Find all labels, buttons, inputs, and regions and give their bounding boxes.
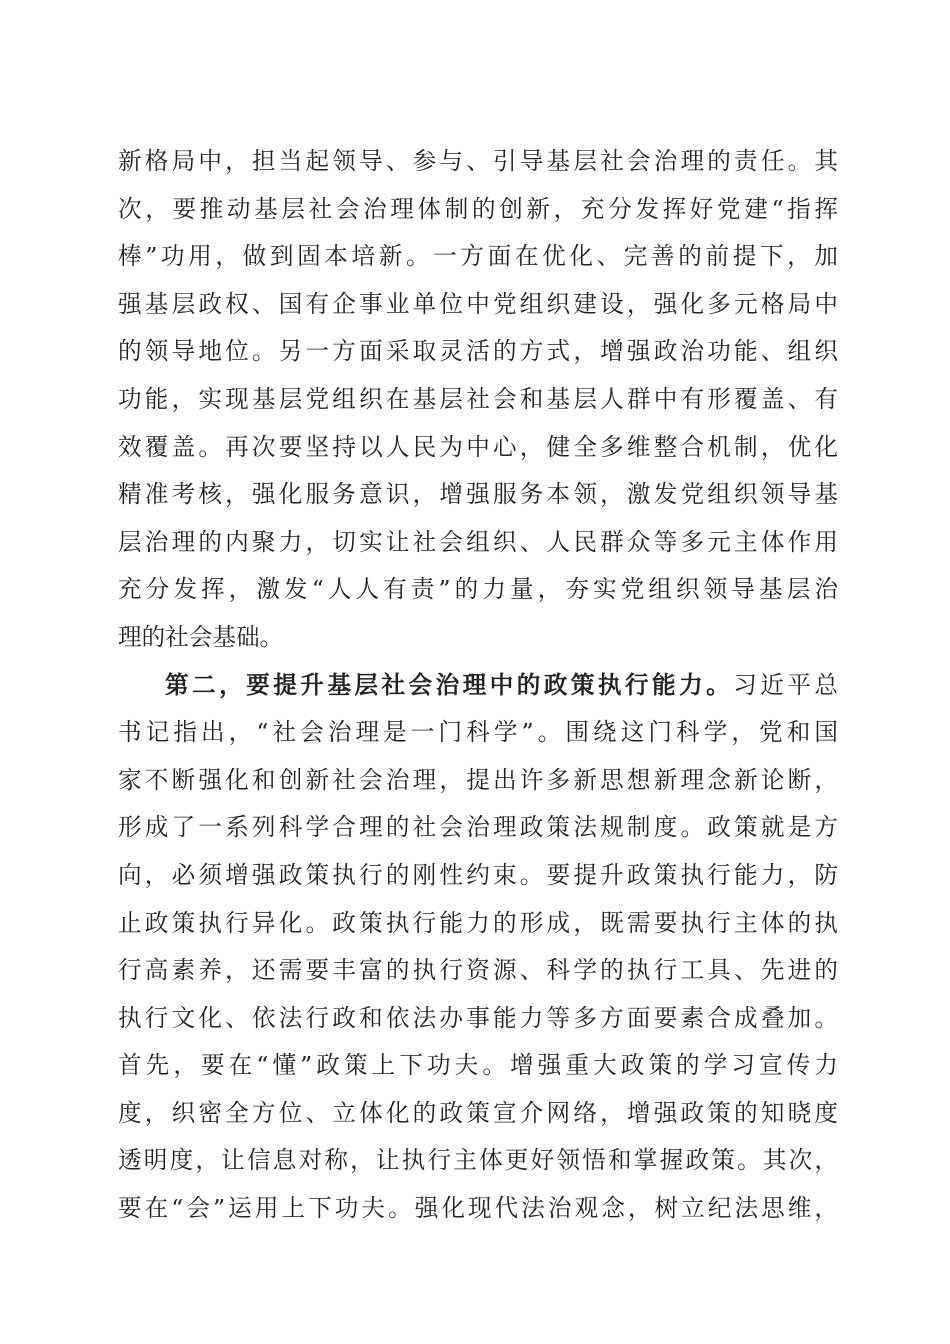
text-line: 理的社会基础。 xyxy=(118,622,284,651)
paragraph-first-line xyxy=(118,662,838,710)
text-line: 的领导地位。另一方面采取灵活的方式，增强政治功能、组织 xyxy=(118,337,838,366)
text-line: 层治理的内聚力，切实让社会组织、人民群众等多元主体作用 xyxy=(118,527,838,556)
body-text xyxy=(118,138,838,1233)
text-line: 透明度，让信息对称，让执行主体更好领悟和掌握政策。其次， xyxy=(118,1146,838,1175)
text-line: 首先，要在“懂”政策上下功夫。增强重大政策的学习宣传力 xyxy=(118,1051,838,1080)
text-line: 功能，实现基层党组织在基层社会和基层人群中有形覆盖、有 xyxy=(118,384,838,413)
text-line: 书记指出，“社会治理是一门科学”。围绕这门科学，党和国 xyxy=(118,718,838,747)
text-line: 充分发挥，激发“人人有责”的力量，夯实党组织领导基层治 xyxy=(118,575,838,604)
text-line: 新格局中，担当起领导、参与、引导基层社会治理的责任。其 xyxy=(118,147,838,175)
text-line: 度，织密全方位、立体化的政策宣介网络，增强政策的知晓度 xyxy=(118,1098,838,1127)
text-line: 形成了一系列科学合理的社会治理政策法规制度。政策就是方 xyxy=(118,813,838,842)
text-line: 家不断强化和创新社会治理，提出许多新思想新理念新论断， xyxy=(118,765,838,794)
text-line: 执行文化、依法行政和依法办事能力等多方面要素合成叠加。 xyxy=(118,1003,838,1032)
text-line: 向，必须增强政策执行的刚性约束。要提升政策执行能力，防 xyxy=(118,860,838,889)
text-line: 行高素养，还需要丰富的执行资源、科学的执行工具、先进的 xyxy=(118,956,838,985)
text-line: 要在“会”运用上下功夫。强化现代法治观念，树立纪法思维， xyxy=(118,1194,838,1223)
text-line: 强基层政权、国有企事业单位中党组织建设，强化多元格局中 xyxy=(118,289,838,318)
text-line: 次，要推动基层社会治理体制的创新，充分发挥好党建“指挥 xyxy=(118,194,838,223)
section-heading: 第二，要提升基层社会治理中的政策执行能力。 xyxy=(165,670,734,699)
text-line: 精准考核，强化服务意识，增强服务本领，激发党组织领导基 xyxy=(118,480,838,509)
text-line: 棒”功用，做到固本培新。一方面在优化、完善的前提下，加 xyxy=(118,242,838,271)
heading-continuation: 习近平总 xyxy=(733,670,839,699)
text-line: 止政策执行异化。政策执行能力的形成，既需要执行主体的执 xyxy=(118,908,838,937)
text-line: 效覆盖。再次要坚持以人民为中心，健全多维整合机制，优化 xyxy=(118,432,838,461)
